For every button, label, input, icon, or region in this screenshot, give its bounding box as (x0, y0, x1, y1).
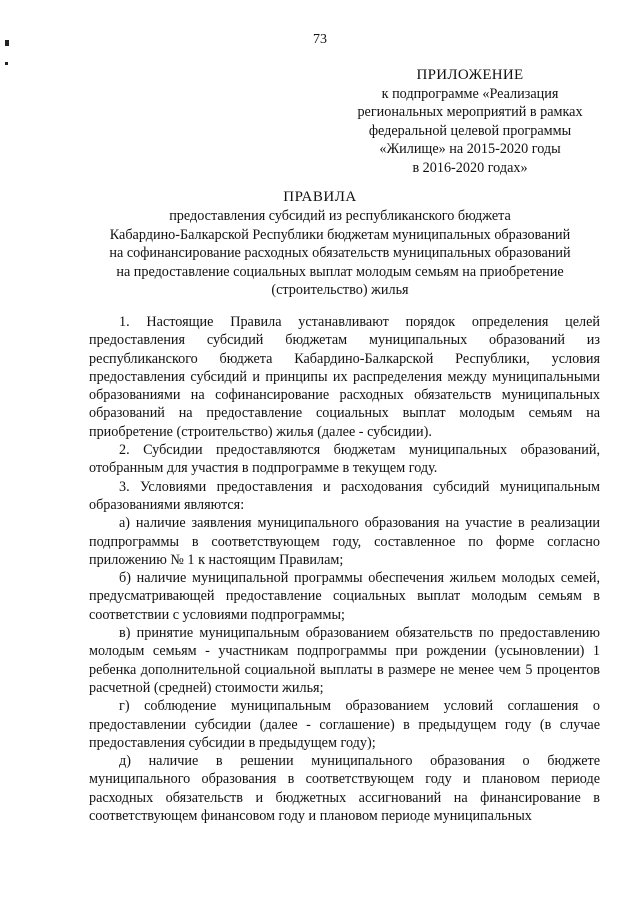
paragraph-1: 1. Настоящие Правила устанавливают порядок определения целей предоставления субсидий бюджетам муниципальных образований из республиканского бюджета Кабардино-Балкарской Республики, условия предоставления субсидий и принципы их распределения между муниципальными образованиями на софинансирование расходных обязательств муниципальных образований на предоставление социальных выплат молодым семьям на приобретение (строительство) жилья (далее - субсидии). (89, 314, 600, 440)
rules-subtitle (80, 207, 600, 300)
paragraph-2: 2. Субсидии предоставляются бюджетам муниципальных образований, отобранным для участия в подпрограмме в текущем году. (89, 442, 600, 477)
paragraph-3d: г) соблюдение муниципальным образованием условий соглашения о предоставлении субсидии (далее - соглашение) в предыдущем году (в случае предоставления субсидии в предыдущем году); (89, 698, 600, 751)
rules-title: ПРАВИЛА (283, 189, 357, 205)
appendix-block (334, 66, 606, 177)
paragraph-3b: б) наличие муниципальной программы обеспечения жильем молодых семей, предусматривающей предоставление социальных выплат молодым семьям в соответствии с условиями подпрограммы; (89, 570, 600, 623)
subtitle-line: (строительство) жилья (271, 282, 409, 299)
paragraph-3: 3. Условиями предоставления и расходования субсидий муниципальным образованиями являются: (89, 478, 600, 513)
subtitle-line: на предоставление социальных выплат молодым семьям на приобретение (116, 263, 564, 280)
paragraph-3a: а) наличие заявления муниципального образования на участие в реализации подпрограммы в соответствующем году, составленное по форме согласно приложению № 1 к настоящим Правилам; (89, 515, 600, 568)
subtitle-line: на софинансирование расходных обязательств муниципальных образований (109, 245, 571, 262)
body-text (89, 313, 600, 825)
appendix-line: федеральной целевой программы (368, 122, 572, 139)
scan-artifact (5, 62, 8, 65)
paragraph-3c: в) принятие муниципальным образованием обязательств по предоставлению молодым семьям - участникам подпрограммы при рождении (усыновлении) 1 ребенка дополнительной социальной выплаты в размере не менее чем 5 процентов расчетной (средней) стоимости жилья; (89, 625, 600, 696)
subtitle-line: предоставления субсидий из республиканского бюджета (169, 208, 511, 224)
appendix-line: к подпрограмме «Реализация (381, 85, 559, 102)
appendix-line: «Жилище» на 2015-2020 годы (379, 141, 561, 157)
appendix-line: в 2016-2020 годах» (412, 159, 528, 176)
subtitle-line: Кабардино-Балкарской Республики бюджетам муниципальных образований (109, 226, 571, 243)
paragraph-3e: д) наличие в решении муниципального образования о бюджете муниципального образования в соответствующем году и плановом периоде расходных обязательств и бюджетных ассигнований на финансирование в соответствующем финансовом году и плановом периоде муниципальных (89, 753, 600, 825)
appendix-line: региональных мероприятий в рамках (357, 104, 583, 120)
appendix-title: ПРИЛОЖЕНИЕ (416, 67, 524, 83)
page-number: 73 (313, 32, 327, 47)
